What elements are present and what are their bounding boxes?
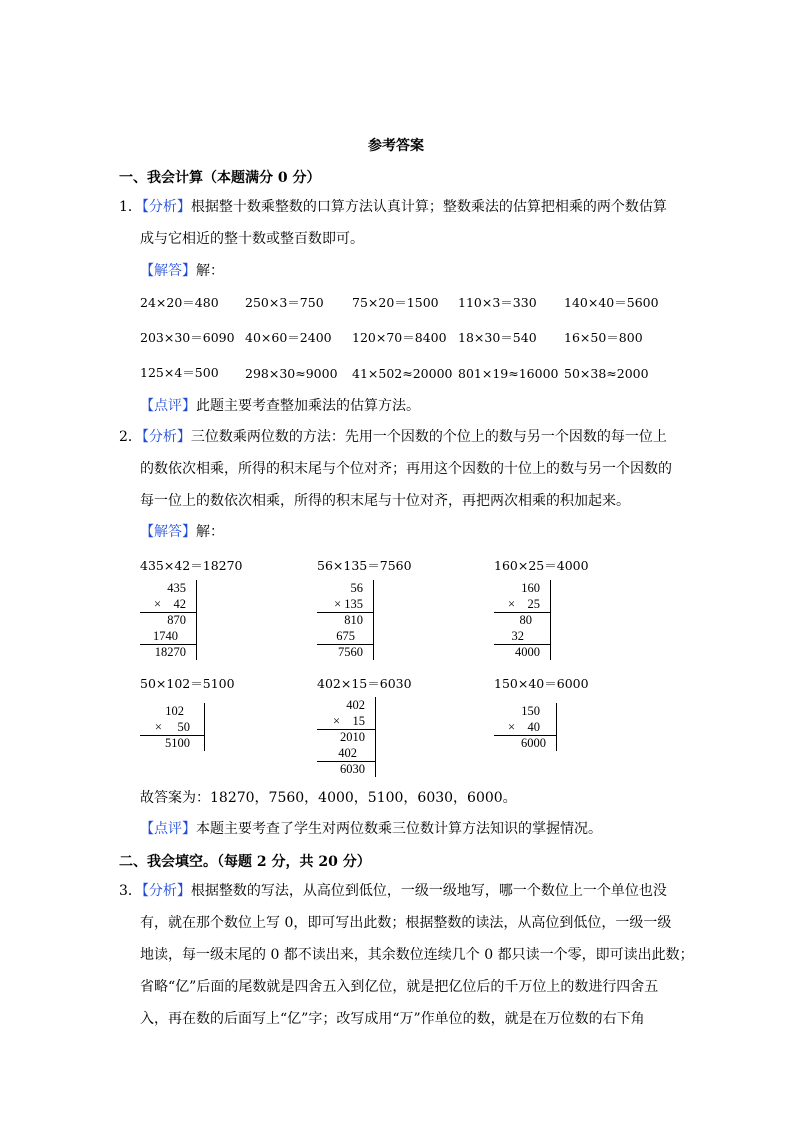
q2-eq-3: 160×25＝4000 [494, 558, 589, 573]
calc-r2-c3: 120×70＝8400 [352, 330, 447, 345]
vm2-line-4: 675 [336, 629, 355, 643]
q1-answer-prefix: 解： [196, 263, 224, 279]
vm3-line-1: 160 [521, 581, 540, 595]
q2-answer-line [140, 516, 224, 548]
q1-line-1 [119, 191, 667, 223]
q3-text-4: 省略“亿”后面的尾数就是四舍五入到亿位，就是把亿位后的千万位上的数进行四舍五 [140, 979, 659, 995]
vm5-line-5: 6030 [340, 762, 365, 776]
q3-text-1: 根据整数的写法，从高位到低位，一级一级地写，哪一个数位上一个单位也没 [190, 883, 667, 899]
vm4-line-2: × 50 [154, 720, 190, 734]
vm1-line-5: 18270 [154, 645, 186, 659]
q2-comment-text: 本题主要考查了学生对两位数乘三位数计算方法知识的掌握情况。 [196, 821, 602, 837]
calc-r2-c5: 16×50＝800 [564, 330, 643, 345]
calc-r3-c5: 50×38≈2000 [564, 366, 649, 381]
calc-r3-c2: 298×30≈9000 [245, 366, 338, 381]
q3-line-1 [119, 875, 667, 907]
q2-comment-tag: 【点评】 [140, 821, 196, 837]
vm1-side-rule [196, 580, 197, 660]
q2-analysis-text-1: 三位数乘两位数的方法：先用一个因数的个位上的数与另一个因数的每一位上 [190, 429, 667, 445]
calc-r2-c4: 18×30＝540 [458, 330, 537, 345]
q2-comment-line [140, 813, 602, 845]
q3-number: 3． [119, 883, 142, 899]
vm4-side-rule [204, 703, 205, 751]
calc-r1-c4: 110×3＝330 [458, 295, 537, 310]
q1-answer-line [140, 255, 224, 287]
q2-eq-2: 56×135＝7560 [317, 558, 412, 573]
calc-r3-c3: 41×502≈20000 [352, 366, 453, 381]
q2-answer-tag: 【解答】 [140, 524, 196, 540]
vertical-mult-5 [317, 697, 375, 777]
q1-comment-text: 此题主要考查整加乘法的估算方法。 [196, 398, 420, 414]
q2-line-1 [119, 421, 667, 453]
vertical-mult-1 [140, 580, 196, 660]
vertical-mult-3 [494, 580, 550, 660]
q3-analysis-tag: 【分析】 [141, 883, 191, 899]
q2-analysis-text-2: 的数依次相乘，所得的积末尾与个位对齐；再用这个因数的十位上的数与另一个因数的 [140, 461, 672, 477]
q2-eq-1: 435×42＝18270 [140, 558, 243, 573]
vm5-line-4: 402 [338, 746, 357, 760]
calc-r1-c1: 24×20＝480 [140, 295, 219, 310]
vertical-mult-4 [140, 703, 204, 751]
vm1-line-4: 1740 [153, 629, 178, 643]
calc-r2-c2: 40×60＝2400 [245, 330, 332, 345]
vm5-line-3: 2010 [340, 730, 365, 744]
vm2-line-1: 56 [350, 581, 363, 595]
q1-analysis-tag: 【分析】 [141, 199, 191, 215]
calc-r1-c5: 140×40＝5600 [564, 295, 659, 310]
calc-r2-c1: 203×30＝6090 [140, 330, 235, 345]
vm3-line-4: 32 [511, 629, 524, 643]
vm3-side-rule [550, 580, 551, 660]
vm5-side-rule [375, 697, 376, 777]
q3-text-3: 地读，每一级末尾的 0 都不读出来，其余数位连续几个 0 都只读一个零，即可读出此数； [140, 947, 694, 963]
vm6-line-3: 6000 [521, 736, 546, 750]
q1-number: 1． [119, 199, 142, 215]
vm1-line-3: 870 [167, 613, 186, 627]
vm2-line-3: 810 [344, 613, 363, 627]
q1-answer-tag: 【解答】 [140, 263, 196, 279]
q3-text-5: 入，再在数的后面写上“亿”字；改写成用“万”作单位的数，就是在万位数的右下角 [140, 1011, 645, 1027]
vm2-side-rule [373, 580, 374, 660]
calc-r1-c3: 75×20＝1500 [352, 295, 439, 310]
vm3-line-5: 4000 [515, 645, 540, 659]
section-heading-1: 一、我会计算（本题满分 0 分） [119, 170, 321, 186]
calc-r1-c2: 250×3＝750 [245, 295, 324, 310]
vm4-line-3: 5100 [165, 736, 190, 750]
vm2-line-2: × 135 [334, 597, 363, 611]
q2-eq-4: 50×102＝5100 [140, 676, 235, 691]
q1-comment-line [140, 390, 420, 422]
q3-text-2: 有，就在那个数位上写 0，即可写出此数；根据整数的读法，从高位到低位，一级一级 [140, 915, 672, 931]
vm4-line-1: 102 [165, 704, 184, 718]
vm1-line-1: 435 [167, 581, 186, 595]
q1-analysis-text-1: 根据整十数乘整数的口算方法认真计算；整数乘法的估算把相乘的两个数估算 [190, 199, 667, 215]
section-heading-2: 二、我会填空。（每题 2 分，共 20 分） [119, 854, 371, 870]
q1-comment-tag: 【点评】 [140, 398, 196, 414]
calc-r3-c1: 125×4＝500 [140, 365, 219, 380]
q2-number: 2． [119, 429, 142, 445]
q2-analysis-text-3: 每一位上的数依次相乘，所得的积末尾与十位对齐，再把两次相乘的积加起来。 [140, 493, 630, 509]
vm3-line-2: × 25 [507, 597, 540, 611]
vm2-line-5: 7560 [338, 645, 363, 659]
vertical-mult-2 [317, 580, 373, 660]
q2-eq-5: 402×15＝6030 [317, 676, 412, 691]
vm6-line-2: × 40 [507, 720, 540, 734]
q2-analysis-tag: 【分析】 [141, 429, 191, 445]
calc-r3-c4: 801×19≈16000 [458, 366, 559, 381]
vm5-line-2: × 15 [332, 714, 365, 728]
q2-conclusion: 故答案为：18270，7560，4000，5100，6030，6000。 [140, 790, 517, 806]
vm6-side-rule [556, 703, 557, 751]
vm5-line-1: 402 [346, 698, 365, 712]
vm6-line-1: 150 [521, 704, 540, 718]
q2-eq-6: 150×40＝6000 [494, 676, 589, 691]
page-title: 参考答案 [368, 138, 424, 154]
q2-answer-prefix: 解： [196, 524, 224, 540]
q1-analysis-text-2: 成与它相近的整十数或整百数即可。 [140, 231, 364, 247]
vertical-mult-6 [494, 703, 556, 751]
vm3-line-3: 80 [519, 613, 532, 627]
vm1-line-2: × 42 [153, 597, 186, 611]
